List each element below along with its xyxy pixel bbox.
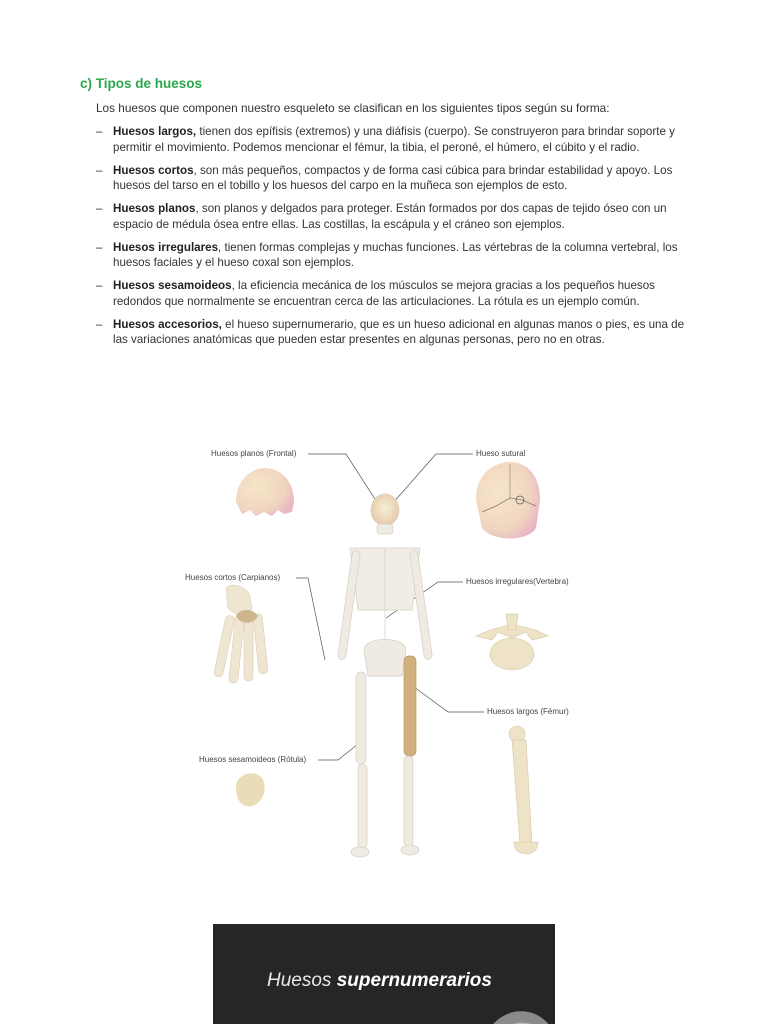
- leader-largos: [410, 684, 484, 712]
- list-item: [96, 124, 696, 155]
- skeleton-illustration: [180, 440, 600, 870]
- bullet-text: , son planos y delgados para proteger. Están formados por dos capas de tejido óseo con un espacio de médula ósea entre ellas. Las costillas, la escápula y el cráneo son ejemplos.: [113, 202, 667, 231]
- section-heading: c) Tipos de huesos: [80, 76, 203, 91]
- leader-sesamoideos: [318, 744, 358, 760]
- bone-types-list: [96, 124, 696, 355]
- list-item: [96, 317, 696, 348]
- patella-icon: [236, 773, 265, 806]
- bullet-term: Huesos sesamoideos: [113, 279, 232, 292]
- bullet-term: Huesos cortos: [113, 163, 194, 177]
- intro-paragraph: Los huesos que componen nuestro esqueleto se clasifican en los siguientes tipos según su forma:: [96, 101, 610, 115]
- bone-image-icon: [475, 996, 555, 1024]
- label-largos: Huesos largos (Fémur): [487, 707, 569, 716]
- list-item: [96, 278, 696, 309]
- carpal-bones-icon: [213, 585, 268, 683]
- leader-cortos: [296, 578, 325, 660]
- dash: –: [96, 163, 103, 177]
- video-title-light: Huesos: [267, 970, 337, 991]
- dash: –: [96, 202, 103, 215]
- sutural-skull-icon: [476, 462, 540, 539]
- list-item: [96, 240, 696, 271]
- bullet-text: , la eficiencia mecánica de los músculos se mejora gracias a los pequeños huesos redondos que normalmente se encuentran cerca de las articulaciones. La rótula es un ejemplo común.: [113, 279, 655, 308]
- label-planos: Huesos planos (Frontal): [211, 449, 297, 458]
- full-skeleton-icon: [337, 494, 432, 857]
- label-sutural: Hueso sutural: [476, 449, 526, 458]
- bullet-term: Huesos accesorios,: [113, 317, 222, 331]
- video-title: [267, 970, 492, 992]
- label-irregulares: Huesos irregulares(Vertebra): [466, 577, 569, 586]
- bullet-text: , son más pequeños, compactos y de forma casi cúbica para brindar estabilidad y apoyo. Los huesos del tarso en el tobillo y los huesos del carpo en la muñeca son ejemplos de esto.: [113, 163, 673, 192]
- bullet-text: , tienen formas complejas y muchas funciones. Las vértebras de la columna vertebral, los huesos faciales y el hueso coxal son ejemplos.: [113, 240, 678, 269]
- dash: –: [96, 317, 103, 331]
- list-item: [96, 163, 696, 194]
- dash: –: [96, 125, 103, 138]
- list-item: [96, 201, 696, 232]
- video-thumbnail[interactable]: [213, 924, 555, 1024]
- bullet-term: Huesos largos,: [113, 125, 197, 138]
- dash: –: [96, 279, 103, 292]
- dash: –: [96, 240, 103, 254]
- bullet-text: tienen dos epífisis (extremos) y una diáfisis (cuerpo). Se construyeron para brindar soporte y permitir el movimiento. Podemos mencionar el fémur, la tibia, el peroné, el húmero, el cúbito y el radio.: [113, 125, 675, 154]
- label-cortos: Huesos cortos (Carpianos): [185, 573, 281, 582]
- video-title-bold: supernumerarios: [336, 970, 492, 991]
- frontal-bone-icon: [236, 468, 294, 516]
- bullet-term: Huesos planos: [113, 202, 196, 215]
- leader-planos: [308, 454, 382, 510]
- vertebra-icon: [476, 614, 548, 670]
- bullet-term: Huesos irregulares: [113, 240, 219, 254]
- bullet-text: el hueso supernumerario, que es un hueso adicional en algunas manos o pies, es una de las variaciones anatómicas que pueden estar presentes en algunas personas, pero no en otras.: [113, 317, 685, 346]
- leader-sutural: [392, 454, 473, 504]
- label-sesamoideos: Huesos sesamoideos (Rótula): [199, 755, 307, 764]
- skeleton-figure: [180, 440, 600, 870]
- femur-icon: [509, 726, 538, 854]
